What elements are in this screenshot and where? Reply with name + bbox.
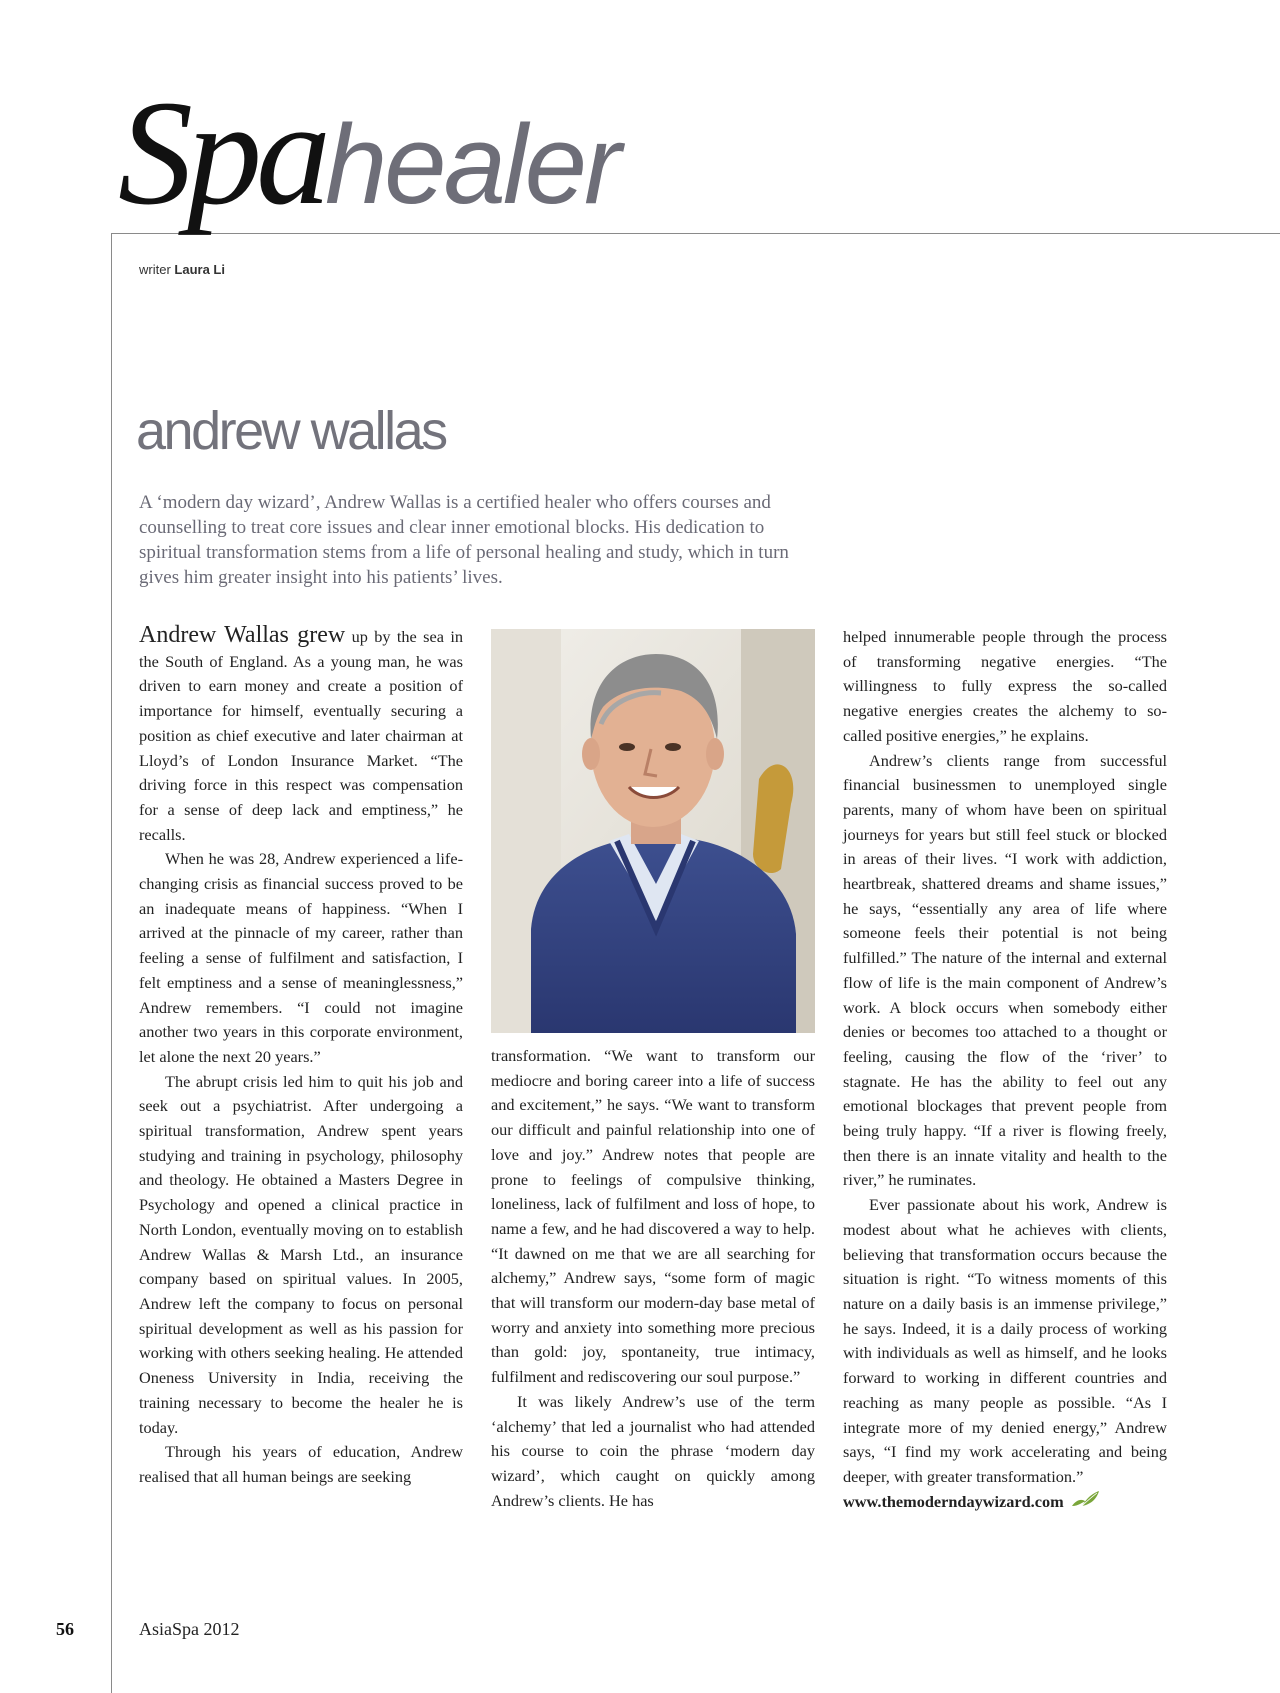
portrait-photo [491,629,815,1033]
website-link[interactable]: www.themoderndaywizard.com [843,1491,1064,1511]
magazine-name: AsiaSpa 2012 [139,1619,240,1639]
text-column-3 [843,625,1167,1516]
page-number: 56 [56,1619,74,1639]
text-column-2 [491,1044,815,1513]
section-title-spa: Spa [118,70,325,236]
leaf-icon [1070,1490,1100,1516]
section-title [118,70,619,236]
byline-name: Laura Li [174,262,225,277]
lead-in: Andrew Wallas grew [139,622,346,648]
paragraph-4-start: Through his years of education, Andrew realised that all human beings are seeking [139,1442,463,1486]
byline [139,262,225,277]
paragraph-1 [139,623,463,847]
section-title-healer: healer [325,102,619,227]
paragraph-1-rest: up by the sea in the South of England. As a young man, he was driven to earn money and create a position of importance for himself, eventually securing a position as chief executive and later chairman at Lloyd’s of London Insurance Market. “The driving force in this respect was compensation for a sense of deep lack and emptiness,” he recalls. [139,627,463,844]
paragraph-4-continued: transformation. “We want to transform our mediocre and boring career into a life of success and excitement,” he says. “We want to transform our difficult and painful relationship into one of love and joy.” Andrew notes that people are prone to feelings of compulsive thinking, loneliness, lack of fulfilment and loss of hope, to name a few, and he had discovered a way to help. “It dawned on me that we are all searching for alchemy,” Andrew says, “some form of magic that will transform our modern-day base metal of worry and anxiety into something more precious than gold: joy, spontaneity, true intimacy, fulfilment and rediscovering our soul purpose.” [491,1046,815,1387]
article-title: andrew wallas [136,401,446,461]
byline-prefix: writer [139,262,171,277]
text-column-1 [139,623,463,1490]
paragraph-5-start: It was likely Andrew’s use of the term ‘alchemy’ that led a journalist who had attended his course to coin the phrase ‘modern day wizard’, which caught on quickly among Andrew’s clients. He has [491,1391,815,1510]
paragraph-6: Andrew’s clients range from successful financial businessmen to unemployed single parents, many of whom have been on spiritual journeys for years but still feel stuck or blocked in areas of their lives. “I work with addiction, heartbreak, shattered dreams and shame issues,” he says, “essentially any area of life where someone feels their potential is not being fulfilled.” The nature of the internal and external flow of life is the main component of Andrew’s work. A block occurs when somebody either denies or becomes too attached to a thought or feeling, causing the flow of the ‘river’ to stagnate. He has the ability to feel out any emotional blockages that prevent people from being truly happy. “If a river is flowing freely, then there is an innate vitality and health to the river,” he ruminates. [843,750,1167,1190]
website-line [843,1490,1167,1516]
frame-rule-vertical [111,233,112,1693]
paragraph-5-continued: helped innumerable people through the process of transforming negative energies. “The willingness to fully express the so-called negative energies creates the alchemy to so-called positive energies,” he explains. [843,627,1167,745]
standfirst: A ‘modern day wizard’, Andrew Wallas is a certified healer who offers courses and counselling to treat core issues and clear inner emotional blocks. His dedication to spiritual transformation stems from a life of personal healing and study, which in turn gives him greater insight into his patients’ lives. [139,492,789,588]
paragraph-3: The abrupt crisis led him to quit his job and seek out a psychiatrist. After undergoing a spiritual transformation, Andrew spent years studying and training in psychology, philosophy and theology. He obtained a Masters Degree in Psychology and opened a clinical practice in North London, eventually moving on to establish Andrew Wallas & Marsh Ltd., an insurance company based on spiritual values. In 2005, Andrew left the company to focus on personal spiritual development as well as his passion for working with others seeking healing. He attended Oneness University in India, receiving the training necessary to become the healer he is today. [139,1071,463,1437]
paragraph-7: Ever passionate about his work, Andrew is modest about what he achieves with clients, believing that transformation occurs because the situation is right. “To witness moments of this nature on a daily basis is an immense privilege,” he says. Indeed, it is a daily process of working with individuals as well as himself, and he looks forward to working in different countries and reaching as many people as possible. “As I integrate more of my denied energy,” Andrew says, “I find my work accelerating and being deeper, with greater transformation.” [843,1195,1167,1486]
paragraph-2: When he was 28, Andrew experienced a life-changing crisis as financial success proved to be an inadequate means of happiness. “When I arrived at the pinnacle of my career, rather than feeling a sense of fulfilment and satisfaction, I felt emptiness and a sense of meaninglessness,” Andrew remembers. “I could not imagine another two years in this corporate environment, let alone the next 20 years.” [139,849,463,1066]
portrait-illustration [491,629,815,1033]
